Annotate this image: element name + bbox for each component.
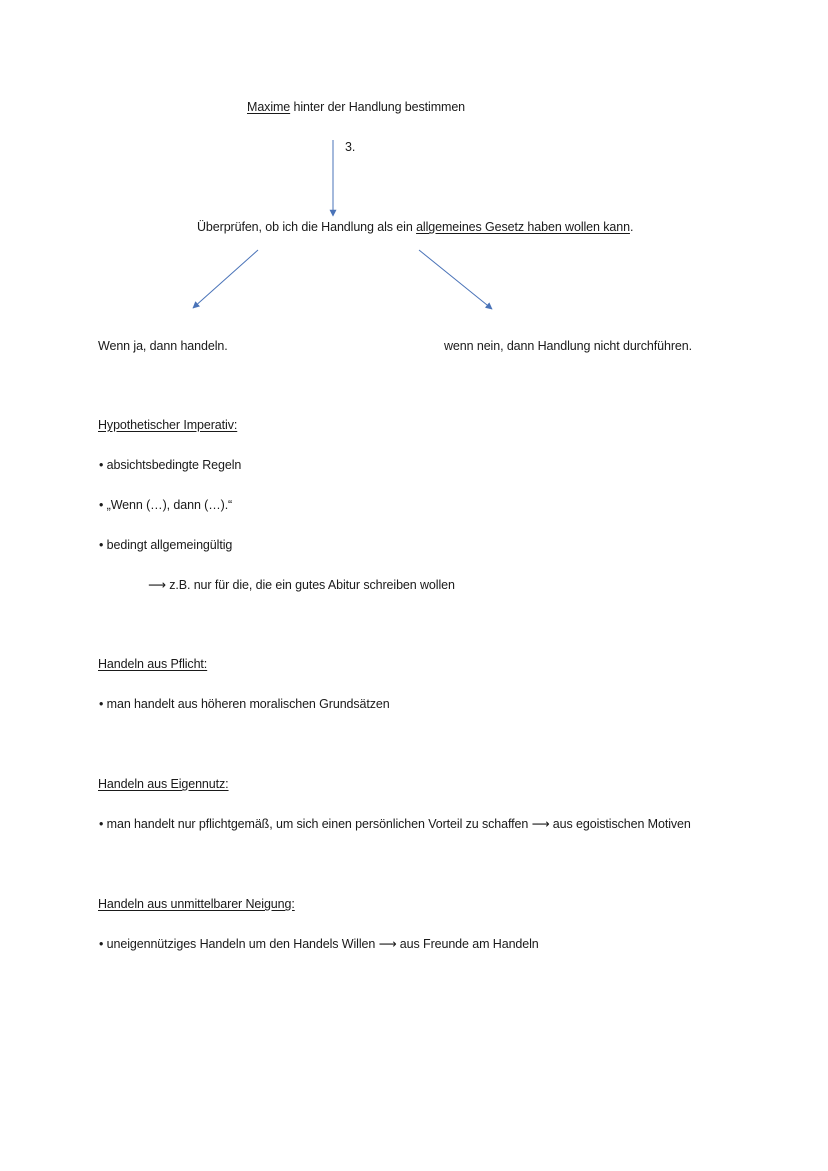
step-number: 3.: [345, 140, 356, 154]
pruefen-suffix: .: [629, 220, 634, 234]
yes-branch: Wenn ja, dann handeln.: [98, 339, 228, 353]
no-branch: wenn nein, dann Handlung nicht durchführen.: [444, 339, 692, 353]
eigennutz-bullet-1: • man handelt nur pflichtgemäß, um sich einen persönlichen Vorteil zu schaffen ⟶ aus egoistischen Motiven: [99, 817, 691, 831]
no-arrow: [419, 250, 492, 309]
hypothetical-heading: Hypothetischer Imperativ:: [98, 418, 238, 432]
neigung-bullet-1: • uneigennütziges Handeln um den Handels Willen ⟶ aus Freunde am Handeln: [99, 937, 539, 951]
eigennutz-heading: Handeln aus Eigennutz:: [98, 777, 229, 791]
hypothetical-bullet-1: • absichtsbedingte Regeln: [99, 458, 242, 472]
hypothetical-bullet-2: • „Wenn (…), dann (…).“: [99, 498, 233, 512]
pflicht-heading: Handeln aus Pflicht:: [98, 657, 208, 671]
neigung-heading: Handeln aus unmittelbarer Neigung:: [98, 897, 295, 911]
maxime-word: Maxime: [247, 100, 291, 114]
pflicht-bullet-1: • man handelt aus höheren moralischen Grundsätzen: [99, 697, 390, 711]
yes-arrow: [193, 250, 258, 308]
hypothetical-bullet-3: • bedingt allgemeingültig: [99, 538, 233, 552]
pruefen-prefix: Überprüfen, ob ich die Handlung als ein: [197, 220, 417, 234]
flow-arrows: [0, 0, 828, 400]
hypothetical-note: ⟶ z.B. nur für die, die ein gutes Abitur schreiben wollen: [148, 578, 455, 592]
gesetz-phrase: allgemeines Gesetz haben wollen kann: [416, 220, 630, 234]
maxime-rest: hinter der Handlung bestimmen: [290, 100, 466, 114]
